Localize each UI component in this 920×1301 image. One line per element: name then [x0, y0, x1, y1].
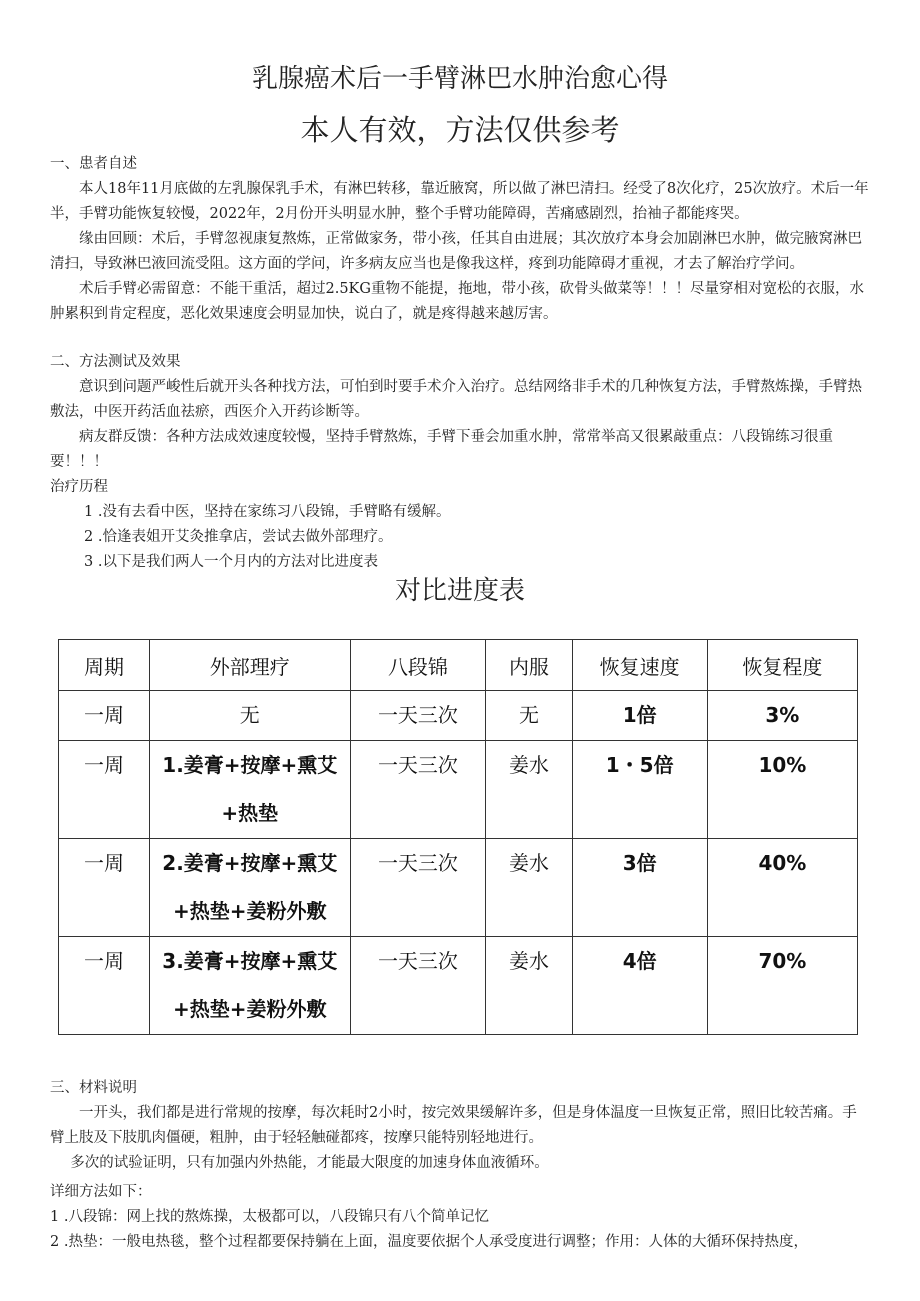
cell-period: 一周 — [59, 741, 150, 839]
cell-therapy — [150, 937, 350, 1035]
table-row — [59, 937, 858, 1035]
list-item: 2 .热垫：一般电热毯，整个过程都要保持躺在上面，温度要依据个人承受度进行调整；作用：人体的大循环保持热度， — [50, 1234, 808, 1250]
cell-therapy — [150, 741, 350, 839]
cell-therapy-line-2: +热垫+姜粉外敷 — [173, 899, 327, 923]
section-2-heading: 二、方法测试及效果 — [50, 354, 181, 370]
progress-table — [58, 639, 858, 1035]
cell-oral: 姜水 — [486, 839, 572, 937]
cell-baduanjin: 一天三次 — [350, 741, 486, 839]
cell-oral: 无 — [486, 691, 572, 741]
cell-period: 一周 — [59, 691, 150, 741]
list-item: 2 .恰逢表姐开艾灸推拿店，尝试去做外部理疗。 — [84, 529, 393, 545]
history-heading: 治疗历程 — [50, 479, 108, 495]
cell-baduanjin: 一天三次 — [350, 839, 486, 937]
section-3 — [50, 1076, 870, 1255]
cell-degree: 3% — [707, 691, 857, 741]
header-baduanjin: 八段锦 — [350, 640, 486, 691]
header-therapy: 外部理疗 — [150, 640, 350, 691]
history-list — [50, 500, 870, 575]
cell-oral: 姜水 — [486, 741, 572, 839]
cell-period: 一周 — [59, 937, 150, 1035]
section-3-paragraph-1: 一开头，我们都是进行常规的按摩，每次耗时2小时，按完效果缓解许多，但是身体温度一旦恢复正常，照旧比较苦痛。手臂上肢及下肢肌肉僵硬，粗肿，由于轻轻触碰都疼，按摩只能特别轻地进行。 — [50, 1105, 857, 1146]
cell-degree: 70% — [707, 937, 857, 1035]
detail-list — [50, 1205, 870, 1255]
section-3-paragraph-2: 多次的试验证明，只有加强内外热能，才能最大限度的加速身体血液循环。 — [70, 1155, 549, 1171]
section-2 — [50, 350, 870, 575]
table-row — [59, 691, 858, 741]
section-2-paragraph-2: 病友群反馈：各种方法成效速度较慢，坚持手臂熬炼，手臂下垂会加重水肿，常常举高又很累敲重点：八段锦练习很重要！！！ — [50, 429, 833, 470]
section-2-paragraph-1: 意识到问题严峻性后就开头各种找方法，可怕到时要手术介入治疗。总结网络非手术的几种恢复方法，手臂熬炼操，手臂热敷法，中医开药活血祛瘀，西医介入开药诊断等。 — [50, 379, 862, 420]
section-1 — [50, 152, 870, 327]
cell-oral: 姜水 — [486, 937, 572, 1035]
table-row — [59, 741, 858, 839]
list-item: 1 .八段锦：网上找的熬炼操，太极都可以，八段锦只有八个简单记忆 — [50, 1209, 489, 1225]
cell-degree: 40% — [707, 839, 857, 937]
cell-therapy — [150, 839, 350, 937]
cell-speed: 1・5倍 — [572, 741, 707, 839]
header-degree: 恢复程度 — [707, 640, 857, 691]
cell-speed: 3倍 — [572, 839, 707, 937]
section-1-paragraph-3: 术后手臂必需留意：不能干重活，超过2.5KG重物不能提，拖地，带小孩，砍骨头做菜等！！！尽量穿相对宽松的衣服，水肿累积到肯定程度，恶化效果速度会明显加快，说白了，就是疼得越来越厉害。 — [50, 281, 864, 322]
list-item: 3 .以下是我们两人一个月内的方法对比进度表 — [84, 554, 378, 570]
table-row — [59, 839, 858, 937]
cell-therapy-line-2: +热垫 — [221, 801, 279, 825]
cell-speed: 1倍 — [572, 691, 707, 741]
cell-degree: 10% — [707, 741, 857, 839]
cell-therapy-line-2: +热垫+姜粉外敷 — [173, 997, 327, 1021]
cell-therapy-line-1: 2.姜膏+按摩+熏艾 — [162, 851, 338, 875]
header-period: 周期 — [59, 640, 150, 691]
section-3-heading: 三、材料说明 — [50, 1080, 137, 1096]
cell-baduanjin: 一天三次 — [350, 691, 486, 741]
cell-therapy-line-1: 3.姜膏+按摩+熏艾 — [162, 949, 338, 973]
section-1-paragraph-1: 本人18年11月底做的左乳腺保乳手术，有淋巴转移，靠近腋窝，所以做了淋巴清扫。经受了8次化疗，25次放疗。术后一年半，手臂功能恢复较慢，2022年，2月份开头明显水肿，整个手臂功能障碍，苦痛感剧烈，抬袖子都能疼哭。 — [50, 181, 869, 222]
table-header-row — [59, 640, 858, 691]
cell-baduanjin: 一天三次 — [350, 937, 486, 1035]
header-oral: 内服 — [486, 640, 572, 691]
detail-heading: 详细方法如下： — [50, 1184, 152, 1200]
document-subtitle: 本人有效，方法仅供参考 — [300, 113, 620, 147]
list-item: 1 .没有去看中医，坚持在家练习八段锦，手臂略有缓解。 — [84, 504, 451, 520]
table-title: 对比进度表 — [394, 576, 525, 606]
cell-therapy: 无 — [150, 691, 350, 741]
cell-speed: 4倍 — [572, 937, 707, 1035]
document-title: 乳腺癌术后一手臂淋巴水肿治愈心得 — [251, 64, 668, 94]
section-1-paragraph-2: 缘由回顾：术后，手臂忽视康复熬炼，正常做家务，带小孩，任其自由进展；其次放疗本身会加剧淋巴水肿，做完腋窝淋巴清扫，导致淋巴液回流受阻。这方面的学问，许多病友应当也是像我这样，疼到功能障碍才重视，才去了解治疗学问。 — [50, 231, 862, 272]
section-1-heading: 一、患者自述 — [50, 156, 137, 172]
cell-therapy-line-1: 1.姜膏+按摩+熏艾 — [162, 753, 338, 777]
header-speed: 恢复速度 — [572, 640, 707, 691]
cell-period: 一周 — [59, 839, 150, 937]
